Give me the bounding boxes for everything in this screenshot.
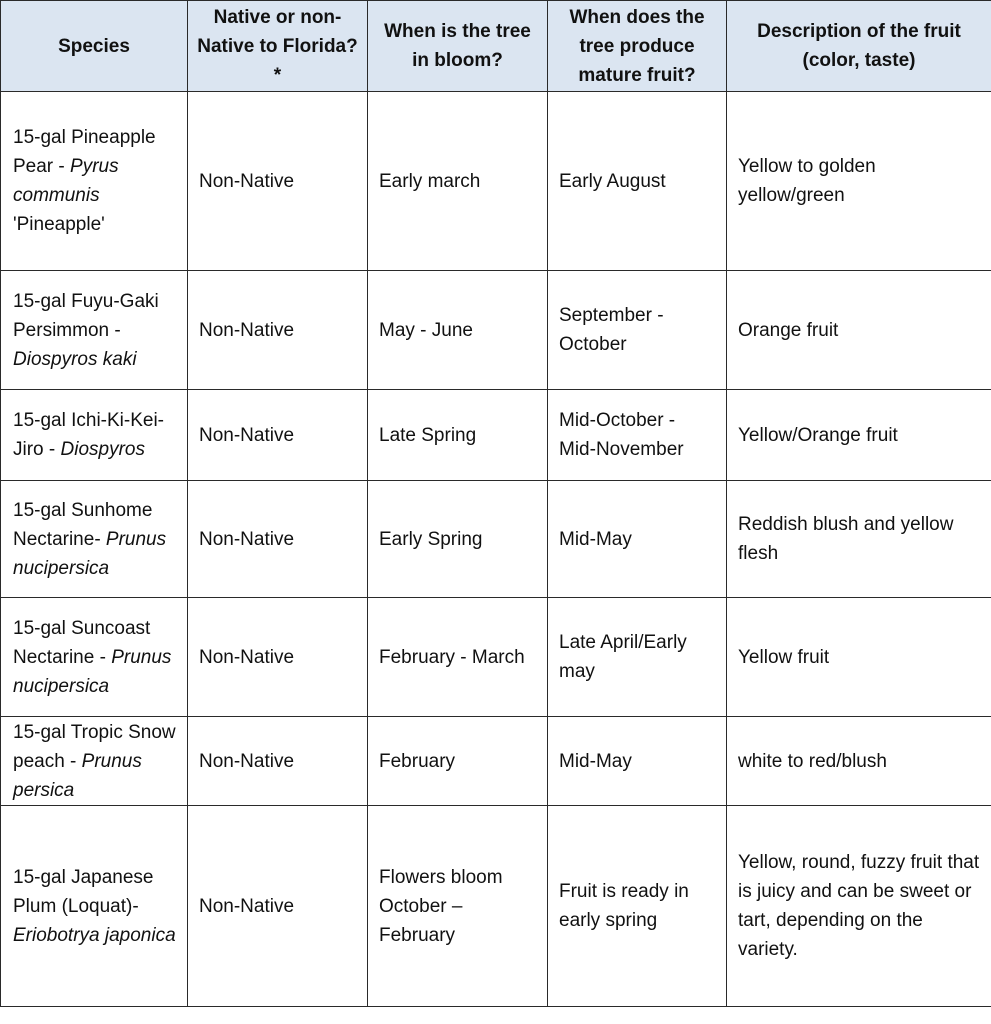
- native-cell: Non-Native: [188, 271, 368, 390]
- native-cell: Non-Native: [188, 481, 368, 598]
- table-row: [1, 92, 991, 271]
- species-cell: [1, 390, 188, 481]
- description-cell: Yellow, round, fuzzy fruit that is juicy and can be sweet or tart, depending on the variety.: [727, 806, 991, 1007]
- mature-fruit-cell: Mid-May: [548, 717, 727, 806]
- bloom-cell: February - March: [368, 598, 548, 717]
- species-cell: [1, 806, 188, 1007]
- species-cell: [1, 717, 188, 806]
- table-row: [1, 390, 991, 481]
- description-cell: white to red/blush: [727, 717, 991, 806]
- description-cell: Orange fruit: [727, 271, 991, 390]
- table-row: [1, 806, 991, 1007]
- species-cell: [1, 481, 188, 598]
- bloom-cell: Late Spring: [368, 390, 548, 481]
- mature-fruit-cell: Mid-October - Mid-November: [548, 390, 727, 481]
- species-common-name: 15-gal Japanese Plum (Loquat)-: [13, 866, 154, 917]
- header-description: Description of the fruit (color, taste): [727, 1, 991, 92]
- bloom-cell: February: [368, 717, 548, 806]
- native-cell: Non-Native: [188, 806, 368, 1007]
- species-scientific-name: Pyrus communis: [13, 156, 119, 206]
- bloom-cell: Flowers bloom October – February: [368, 806, 548, 1007]
- species-common-name: 15-gal Sunhome Nectarine-: [13, 499, 153, 550]
- table-row: [1, 598, 991, 717]
- species-cell: [1, 598, 188, 717]
- species-common-name: 15-gal Pineapple Pear -: [13, 127, 156, 177]
- species-scientific-name: Prunus nucipersica: [13, 646, 172, 697]
- description-cell: Reddish blush and yellow flesh: [727, 481, 991, 598]
- description-cell: Yellow to golden yellow/green: [727, 92, 991, 271]
- header-mature-fruit: When does the tree produce mature fruit?: [548, 1, 727, 92]
- species-cell: [1, 92, 188, 271]
- species-common-name: 15-gal Fuyu-Gaki Persimmon -: [13, 290, 159, 341]
- species-cell: [1, 271, 188, 390]
- species-scientific-name: Eriobotrya japonica: [13, 924, 176, 946]
- mature-fruit-cell: September - October: [548, 271, 727, 390]
- species-common-name: 15-gal Suncoast Nectarine -: [13, 617, 151, 668]
- species-common-name: 15-gal Tropic Snow peach -: [13, 721, 176, 772]
- species-scientific-name: Diospyros kaki: [13, 348, 137, 370]
- native-cell: Non-Native: [188, 92, 368, 271]
- mature-fruit-cell: Late April/Early may: [548, 598, 727, 717]
- table-row: [1, 271, 991, 390]
- bloom-cell: Early march: [368, 92, 548, 271]
- table-row: [1, 717, 991, 806]
- native-cell: Non-Native: [188, 598, 368, 717]
- description-cell: Yellow/Orange fruit: [727, 390, 991, 481]
- species-scientific-name: Prunus nucipersica: [13, 528, 167, 579]
- header-bloom: When is the tree in bloom?: [368, 1, 548, 92]
- bloom-cell: May - June: [368, 271, 548, 390]
- mature-fruit-cell: Fruit is ready in early spring: [548, 806, 727, 1007]
- species-cultivar: 'Pineapple': [13, 214, 105, 235]
- header-native: Native or non-Native to Florida?*: [188, 1, 368, 92]
- bloom-cell: Early Spring: [368, 481, 548, 598]
- table-row: [1, 481, 991, 598]
- native-cell: Non-Native: [188, 717, 368, 806]
- table-header-row: [1, 1, 991, 92]
- description-cell: Yellow fruit: [727, 598, 991, 717]
- header-species: Species: [1, 1, 188, 92]
- species-scientific-name: Prunus persica: [13, 750, 142, 801]
- mature-fruit-cell: Early August: [548, 92, 727, 271]
- mature-fruit-cell: Mid-May: [548, 481, 727, 598]
- native-cell: Non-Native: [188, 390, 368, 481]
- species-common-name: 15-gal Ichi-Ki-Kei-Jiro -: [13, 410, 164, 460]
- species-scientific-name: Diospyros: [60, 439, 145, 460]
